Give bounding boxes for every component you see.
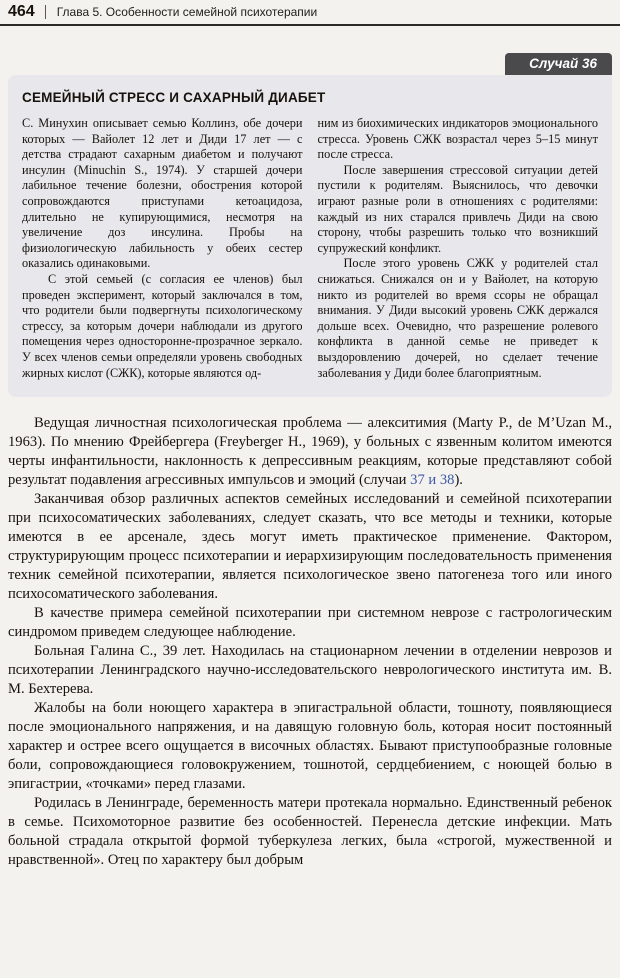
body-paragraph-1 xyxy=(8,414,612,490)
case-study-box xyxy=(8,75,612,397)
body-paragraph-2: Заканчивая обзор различных аспектов семейных исследований и семейной психотерапии при психосоматических заболеваниях, следует сказать, что все методы и техники, которые имеются в ее арсенале, здесь могут иметь практическое применение. Фактором, структурирующим процесс психотерапии и иерархизирующим последовательность применения техник семейной психотерапии, является психологическое звено патогенеза того или иного психосоматического заболевания. xyxy=(8,491,612,603)
case-box-title: СЕМЕЙНЫЙ СТРЕСС И САХАРНЫЙ ДИАБЕТ xyxy=(22,90,326,105)
body-paragraph-1-text: Ведущая личностная психологическая проблема — алекситимия (Marty P., de M’Uzan M., 1963). По мнению Фрейбергера (Freyberger H., 1969), у больных с язвенным колитом имеются черты инфантильности, наклонность к депрессивным реакциям, которые представляют собой результат подавления агрессивных импульсов и эмоций (случаи xyxy=(8,415,612,489)
case-right-paragraph-2: После завершения стрессовой ситуации детей пустили к родителям. Выяснилось, что девочки играют разные роли в отношениях с родителями: каждый из них старался привлечь Диди на свою сторону, чтобы разрешить только что возникший супружеский конфликт. xyxy=(317,162,598,255)
case-box-right-column xyxy=(318,116,599,381)
case-reference-link[interactable]: 37 и 38 xyxy=(410,472,455,489)
body-paragraph-5: Жалобы на боли ноющего характера в эпигастральной области, тошноту, появляющиеся после эмоционального напряжения, и на давящую головную боль, которая носит постоянный характер и острее всего ощущается в височных областях. Бывают приступообразные головные боли, сопровождающиеся головокружением, тошнотой, сердцебиением, с ноющей болью в эпигастрии, «точками» перед глазами. xyxy=(8,700,612,793)
body-paragraph-3: В качестве примера семейной психотерапии при системном неврозе с гастрологическим синдромом приведем следующее наблюдение. xyxy=(8,605,612,641)
page-number: 464 xyxy=(8,3,35,20)
case-left-paragraph-2: С этой семьей (с согласия ее членов) был проведен эксперимент, который заключался в том, что родители были подвергнуты психологическому стрессу, за которым дочери наблюдали из другого помещения через односторонне-прозрачное зеркало. У всех членов семьи определяли уровень свободных жирных кислот (СЖК), которые являются од- xyxy=(22,271,303,380)
case-tab-row xyxy=(8,53,612,75)
body-paragraph-6: Родилась в Ленинграде, беременность матери протекала нормально. Единственный ребенок в семье. Психомоторное развитие без особенностей. Перенесла детские инфекции. Мать больной страдала открытой формой туберкулеза легких, была «строгой, мужественной и нравственной». Отец по характеру был добрым xyxy=(8,795,612,869)
case-number-tab: Случай 36 xyxy=(505,53,612,75)
page-header xyxy=(0,0,620,26)
case-box-columns xyxy=(22,116,598,381)
body-paragraph-4: Больная Галина С., 39 лет. Находилась на стационарном лечении в отделении неврозов и психотерапии Ленинградского научно-исследовательского неврологического института им. В. М. Бехтерева. xyxy=(8,643,612,698)
case-box-left-column xyxy=(22,116,303,381)
case-left-paragraph-1: С. Минухин описывает семью Коллинз, обе дочери которых — Вайолет 12 лет и Диди 17 лет — с детства страдают сахарным диабетом и получают инсулин (Minuchin S., 1974). У старшей дочери лабильное течение болезни, обострения которой сопровождаются приступами кетоацидоза, длительно не купирующимися, несмотря на увеличение доз инсулина. Пробы на физиологическую лабильность у обеих сестер оказались одинаковыми. xyxy=(22,116,303,271)
main-text xyxy=(8,414,612,870)
case-right-paragraph-1: ним из биохимических индикаторов эмоционального стресса. Уровень СЖК возрастал через 5–15 минут после стресса. xyxy=(317,116,598,162)
body-paragraph-1-tail: ). xyxy=(454,472,463,489)
case-right-paragraph-3: После этого уровень СЖК у родителей стал снижаться. Снижался он и у Вайолет, на которую никто из родителей во время ссоры не обращал внимания. У Диди высокий уровень СЖК держался дольше всех. Очевидно, что разрешение ролевого конфликта в данной семье не приведет к выздоровлению дочерей, но сделает течение заболевания у Диди более благоприятным. xyxy=(317,256,598,380)
chapter-title: Глава 5. Особенности семейной психотерапии xyxy=(45,5,318,19)
